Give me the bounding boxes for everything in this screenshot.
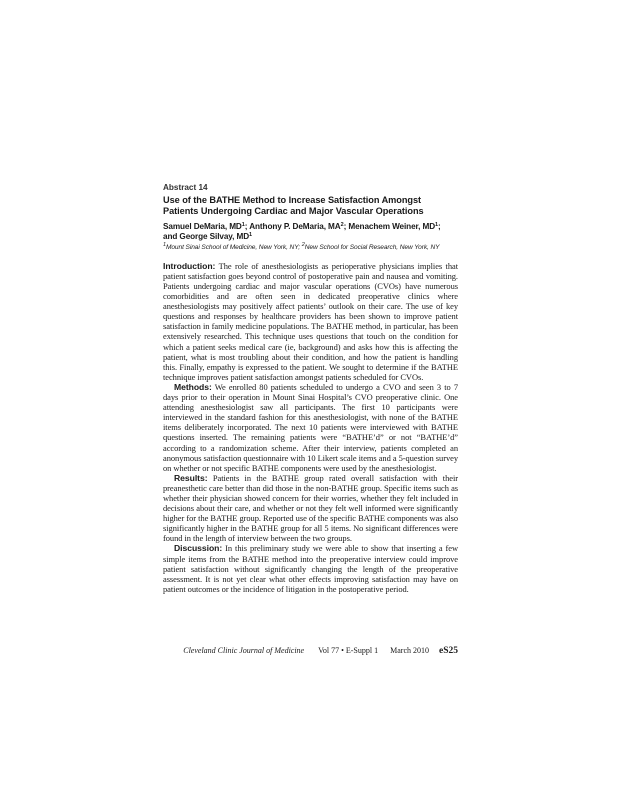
author-affiliation-marker: 1 bbox=[249, 232, 252, 239]
author-affiliation-marker: 2 bbox=[340, 222, 344, 228]
results-heading: Results: bbox=[174, 472, 208, 483]
affiliation-text: New School for Social Research, New York, NY bbox=[304, 243, 440, 251]
author-name: and George Silvay, MD bbox=[163, 232, 250, 242]
methods-paragraph bbox=[163, 382, 458, 473]
discussion-text: In this preliminary study we were able to show that inserting a few simple items from the BATHE method into the preoperative interview could improve patient satisfaction without significantly changing the length of the preoperative assessment. It is not yet clear what other effects improving satisfaction may have on patient outcomes or the incidence of litigation in the postoperative period. bbox=[163, 543, 458, 594]
abstract-article bbox=[163, 183, 458, 594]
page-footer bbox=[163, 646, 458, 656]
affiliation-text: Mount Sinai School of Medicine, New York, NY; bbox=[165, 243, 302, 251]
abstract-label: Abstract 14 bbox=[163, 183, 208, 192]
author-list bbox=[163, 222, 458, 243]
journal-volume: Vol 77 • E-Suppl 1 bbox=[318, 646, 379, 655]
author-affiliation-marker: 1 bbox=[435, 222, 439, 228]
issue-date: March 2010 bbox=[390, 646, 429, 655]
author-name: Menachem Weiner, MD bbox=[348, 222, 436, 231]
affiliation-number: 1 bbox=[163, 241, 166, 248]
discussion-paragraph bbox=[163, 543, 458, 593]
author-name: Samuel DeMaria, MD bbox=[163, 222, 242, 231]
author-separator: ; bbox=[244, 222, 250, 231]
methods-heading: Methods: bbox=[174, 381, 212, 392]
methods-text: We enrolled 80 patients scheduled to undergo a CVO and seen 3 to 7 days prior to their operation in Mount Sinai Hospital’s CVO preoperative clinic. One attending anesthesiologist saw all participants. The first 10 participants were interviewed in the standard fashion for this anesthesiologist, with none of the BATHE items deliberately incorporated. The next 10 patients were interviewed with BATHE questions inserted. The remaining patients were “BATHE’d” or not “BATHE’d” according to a randomization scheme. After their interview, patients completed an anonymous satisfaction questionnaire with 10 Likert scale items and a 5-question survey on whether or not specific BATHE components were used by the anesthesiologist. bbox=[163, 381, 458, 473]
author-name: Anthony P. DeMaria, MA bbox=[249, 222, 341, 231]
author-separator: ; bbox=[343, 222, 349, 231]
author bbox=[163, 222, 249, 231]
introduction-heading: Introduction: bbox=[163, 260, 216, 271]
author-affiliation-marker: 1 bbox=[241, 222, 245, 228]
author bbox=[348, 222, 440, 231]
affiliation-number: 2 bbox=[301, 241, 305, 248]
abstract-title: Use of the BATHE Method to Increase Satisfaction Amongst Patients Undergoing Cardiac and Major Vascular Operations bbox=[163, 195, 424, 216]
discussion-heading: Discussion: bbox=[174, 543, 223, 554]
results-paragraph bbox=[163, 473, 458, 544]
author-separator: ; bbox=[438, 222, 441, 231]
journal-name: Cleveland Clinic Journal of Medicine bbox=[183, 646, 305, 655]
introduction-text: The role of anesthesiologists as perioperative physicians implies that patient satisfaction goes beyond control of postoperative pain and nausea and vomiting. Patients undergoing cardiac and major vascular operations (CVOs) have numerous comorbidities and are often seen in dedicated preoperative clinics where anesthesiologists may positively affect patients’ outlook on their care. The use of key questions and responses by healthcare providers has been shown to improve patient satisfaction in family medicine populations. The BATHE method, in particular, has been extensively researched. This technique uses questions that touch on the condition for which a patient seeks medical care (ie, background) and asks how this is affecting the patient, what is most troubling about their condition, and how the patient is handling this. Finally, empathy is expressed to the patient. We sought to determine if the BATHE technique improves patient satisfaction amongst patients scheduled for CVOs. bbox=[163, 260, 458, 382]
affiliations bbox=[163, 243, 458, 252]
results-text: Patients in the BATHE group rated overall satisfaction with their preanesthetic care better than did those in the non-BATHE group. Specific items such as whether their physician showed concern for their worries, whether they felt included in decisions about their care, and whether or not they felt well informed were significantly higher for the BATHE group. Reported use of the specific BATHE components was also significantly higher in the BATHE group for all 5 items. No significant differences were found in the length of interview between the two groups. bbox=[163, 472, 458, 544]
author bbox=[249, 222, 348, 231]
page-number: eS25 bbox=[439, 646, 458, 656]
introduction-paragraph bbox=[163, 261, 458, 382]
author bbox=[163, 232, 252, 241]
